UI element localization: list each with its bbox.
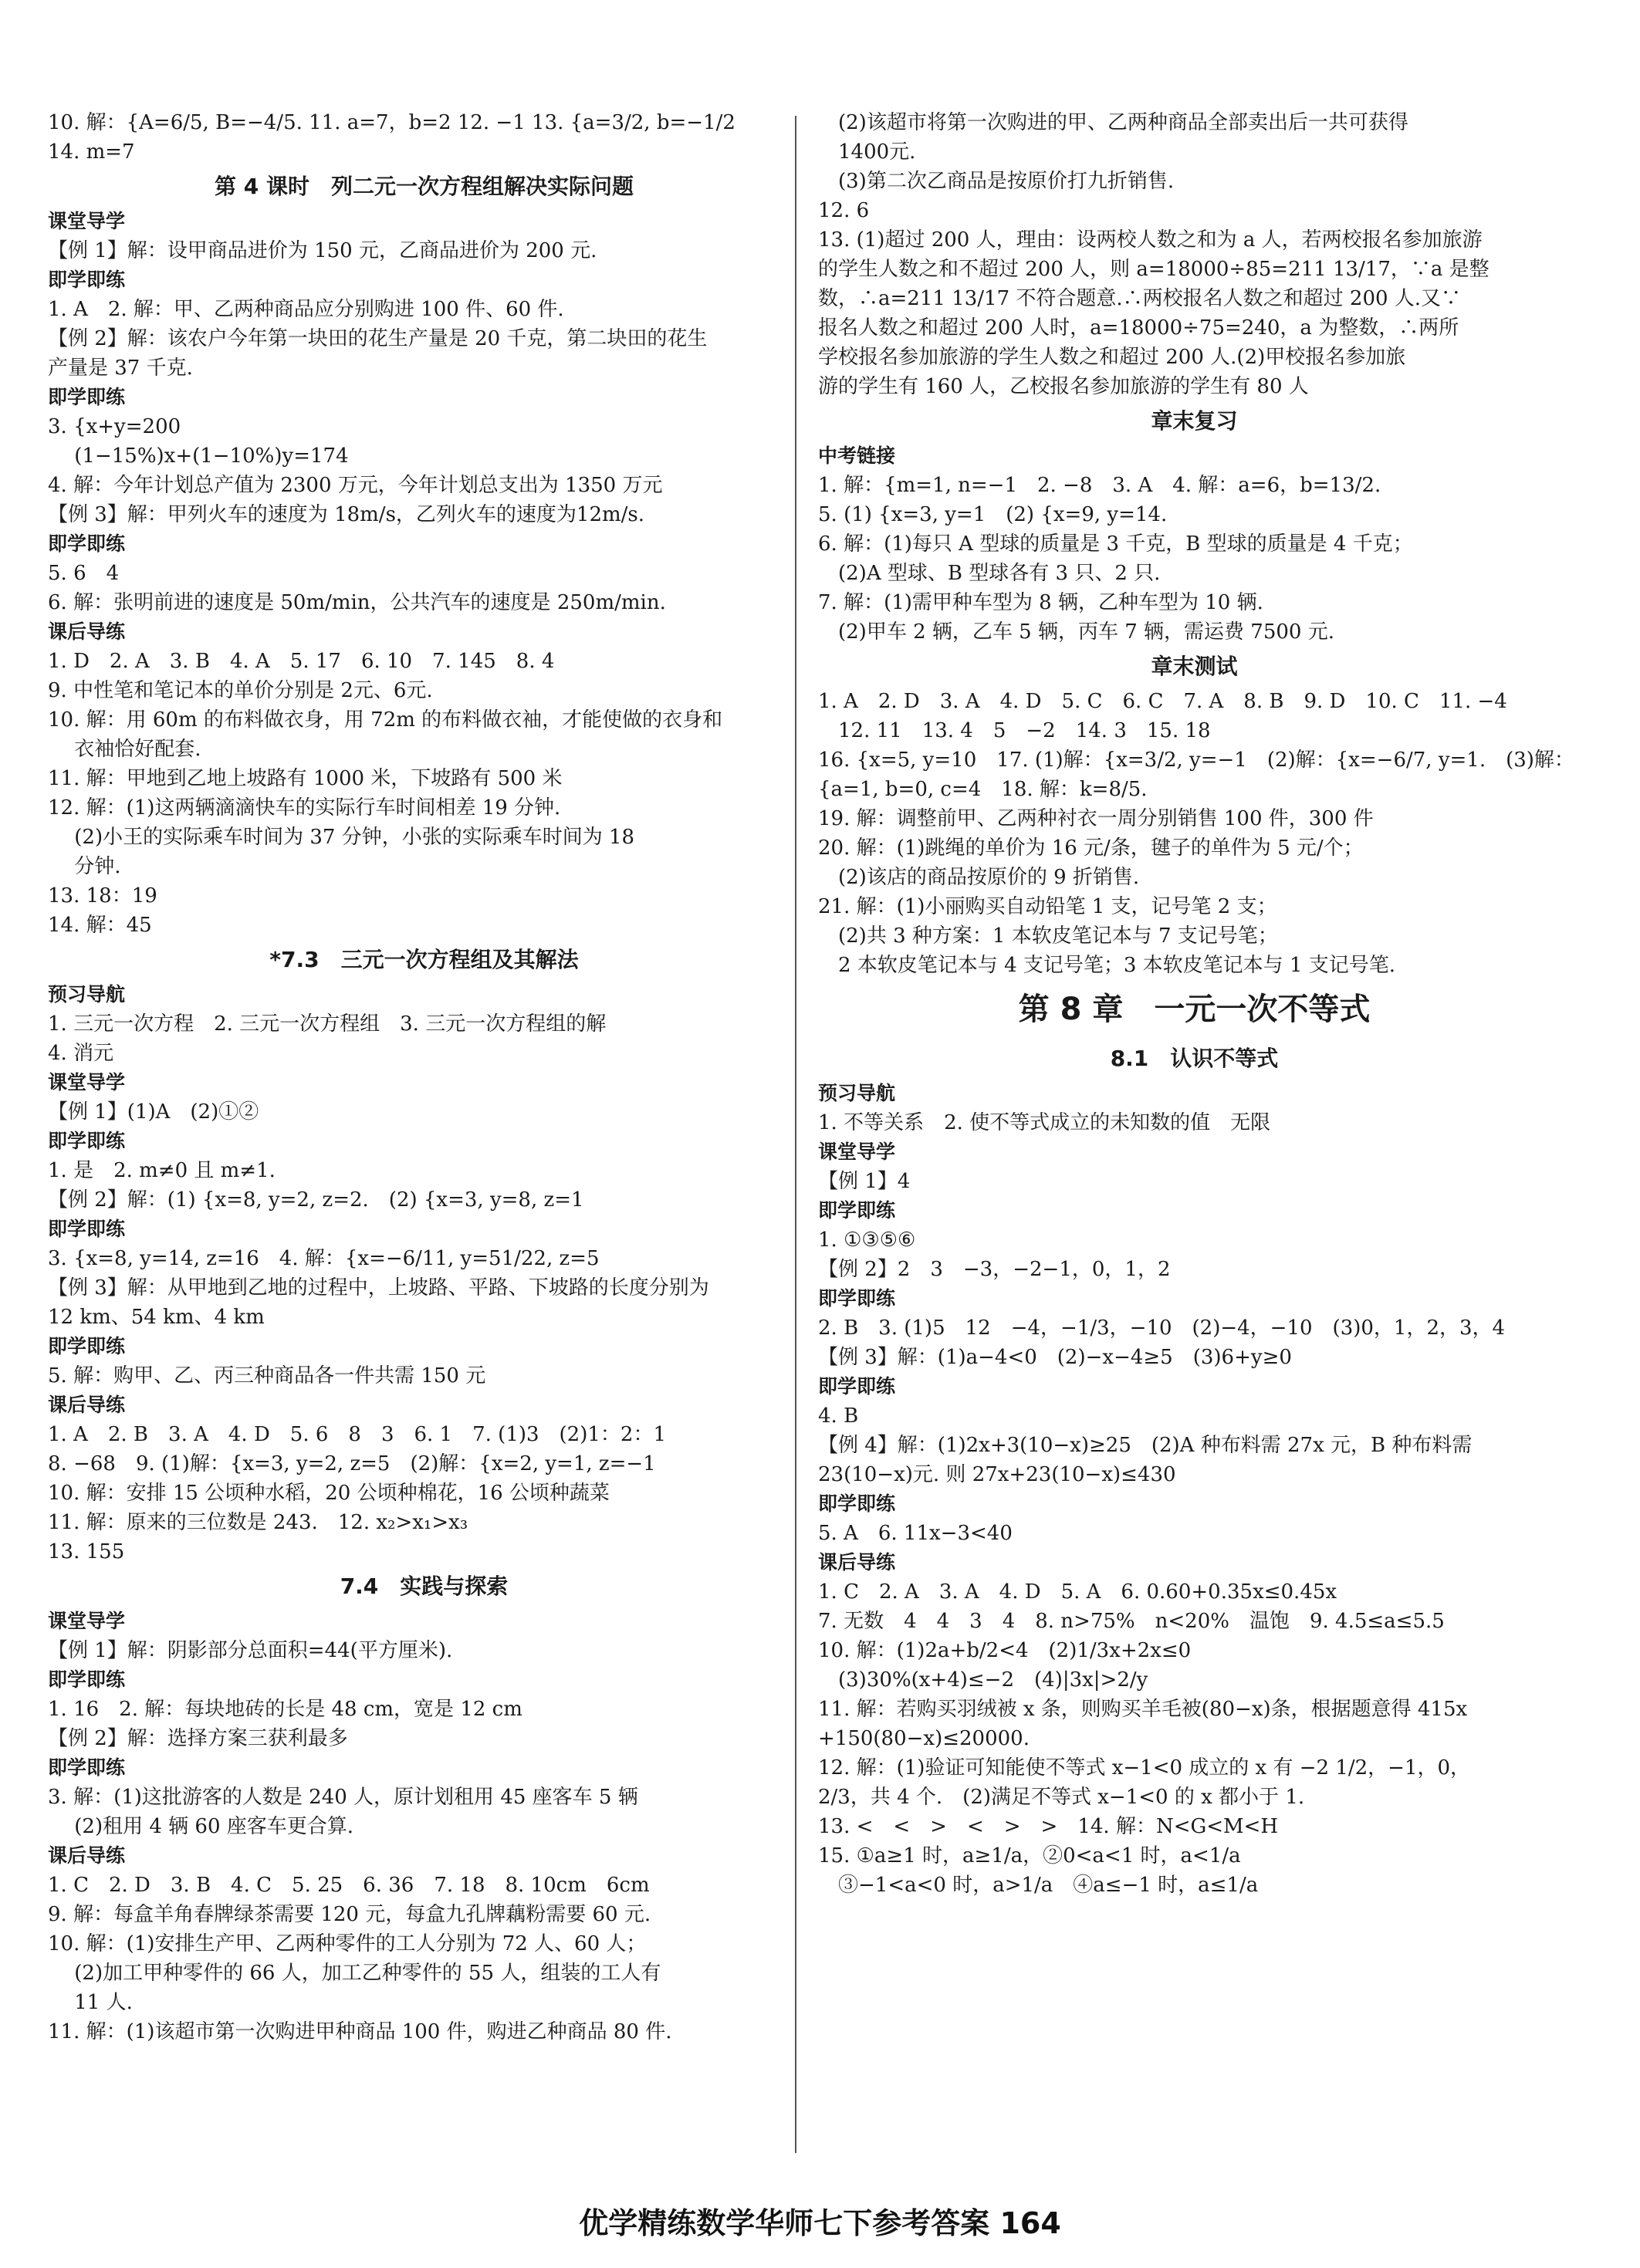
- answer-line: 1. ①③⑤⑥: [818, 1229, 916, 1252]
- section-label: 即学即练: [48, 1130, 126, 1152]
- answer-line: 11. 解：甲地到乙地上坡路有 1000 米，下坡路有 500 米: [48, 767, 563, 790]
- answer-line: 3. {x=8, y=14, z=16 4. 解：{x=−6/11, y=51/22, z=5: [48, 1247, 600, 1270]
- answer-line: 6. 解：(1)每只 A 型球的质量是 3 千克，B 型球的质量是 4 千克；: [818, 532, 1413, 556]
- answer-line: 【例 2】解：该农户今年第一块田的花生产量是 20 千克，第二块田的花生: [48, 327, 708, 350]
- answer-line: (2)共 3 种方案：1 本软皮笔记本与 7 支记号笔；: [818, 924, 1278, 948]
- answer-line: 8. −68 9. (1)解：{x=3, y=2, z=5 (2)解：{x=2, y=1, z=−1: [48, 1452, 656, 1475]
- answer-line: 2. B 3. (1)5 12 −4，−1/3，−10 (2)−4，−10 (3)0，1，2，3，4: [818, 1317, 1506, 1340]
- answer-line: 【例 1】解：阴影部分总面积=44(平方厘米).: [48, 1639, 453, 1662]
- section-title: 8.1 认识不等式: [1110, 1046, 1279, 1071]
- answer-line: 1. 16 2. 解：每块地砖的长是 48 cm，宽是 12 cm: [48, 1698, 522, 1721]
- answer-line: 【例 2】解：(1) {x=8, y=2, z=2. (2) {x=3, y=8, z=1: [48, 1188, 584, 1212]
- answer-line: 产量是 37 千克.: [48, 357, 193, 380]
- section-label: 即学即练: [48, 1668, 126, 1691]
- answer-line: 1. D 2. A 3. B 4. A 5. 17 6. 10 7. 145 8. 4: [48, 650, 555, 673]
- answer-line: (1−15%)x+(1−10%)y=174: [48, 444, 349, 468]
- section-label: 即学即练: [48, 532, 126, 555]
- answer-line: (2)A 型球、B 型球各有 3 只、2 只.: [818, 562, 1161, 585]
- answer-line: 9. 解：每盒羊角春牌绿茶需要 120 元，每盒九孔牌藕粉需要 60 元.: [48, 1903, 651, 1926]
- answer-line: (3)第二次乙商品是按原价打九折销售.: [818, 170, 1175, 193]
- answer-line: 【例 3】解：从甲地到乙地的过程中，上坡路、平路、下坡路的长度分别为: [48, 1276, 709, 1300]
- answer-line: 10. 解：安排 15 公顷种水稻，20 公顷种棉花，16 公顷种蔬菜: [48, 1482, 610, 1505]
- answer-line: {a=1, b=0, c=4 18. 解：k=8/5.: [818, 778, 1148, 801]
- section-title: 7.4 实践与探索: [340, 1573, 509, 1599]
- answer-line: 1. C 2. A 3. A 4. D 5. A 6. 0.60+0.35x≤0.45x: [818, 1580, 1337, 1604]
- answer-line: 【例 1】(1)A (2)①②: [48, 1100, 259, 1124]
- answer-line: 【例 3】解：甲列火车的速度为 18m/s，乙列火车的速度为12m/s.: [48, 503, 645, 526]
- answer-line: 12 km、54 km、4 km: [48, 1306, 265, 1329]
- answer-line: 14. 解：45: [48, 914, 152, 937]
- answer-line: 14. m=7: [48, 140, 135, 164]
- answer-line: 5. A 6. 11x−3<40: [818, 1522, 1013, 1545]
- section-label: 预习导航: [48, 983, 126, 1006]
- answer-line: 6. 解：张明前进的速度是 50m/min，公共汽车的速度是 250m/min.: [48, 591, 666, 614]
- answer-line: 1. 三元一次方程 2. 三元一次方程组 3. 三元一次方程组的解: [48, 1012, 607, 1036]
- answer-line: 1. 解：{m=1, n=−1 2. −8 3. A 4. 解：a=6，b=13/2.: [818, 474, 1381, 497]
- answer-line: 4. 解：今年计划总产值为 2300 万元，今年计划总支出为 1350 万元: [48, 474, 663, 497]
- answer-line: 23(10−x)元. 则 27x+23(10−x)≤430: [818, 1463, 1176, 1486]
- left-column: [48, 108, 800, 2047]
- answer-line: 报名人数之和超过 200 人时，a=18000÷75=240，a 为整数，∴两所: [818, 316, 1459, 340]
- answer-line: 【例 2】解：选择方案三获利最多: [48, 1727, 348, 1750]
- answer-line: 16. {x=5, y=10 17. (1)解：{x=3/2, y=−1 (2)解：{x=−6/7, y=1. (3)解：: [818, 749, 1574, 772]
- answer-line: 数，∴a=211 13/17 不符合题意.∴两校报名人数之和超过 200 人.又∵: [818, 287, 1462, 310]
- section-title: 章末测试: [1151, 654, 1238, 679]
- answer-line: (2)小王的实际乘车时间为 37 分钟，小张的实际乘车时间为 18: [48, 826, 635, 849]
- answer-line: 5. (1) {x=3, y=1 (2) {x=9, y=14.: [818, 503, 1168, 526]
- answer-line: 学校报名参加旅游的学生人数之和超过 200 人.(2)甲校报名参加旅: [818, 346, 1406, 369]
- section-title: 章末复习: [1151, 408, 1238, 434]
- answer-line: 4. 消元: [48, 1042, 114, 1065]
- answer-line: 1. 不等关系 2. 使不等式成立的未知数的值 无限: [818, 1111, 1271, 1134]
- answer-line: 的学生人数之和不超过 200 人，则 a=18000÷85=211 13/17，∵a 是整: [818, 258, 1490, 281]
- answer-line: 1. 是 2. m≠0 且 m≠1.: [48, 1159, 276, 1182]
- answer-line: (2)租用 4 辆 60 座客车更合算.: [48, 1815, 354, 1838]
- answer-line: 1. A 2. D 3. A 4. D 5. C 6. C 7. A 8. B 9. D 10. C 11. −4: [818, 690, 1507, 713]
- section-label: 课后导练: [48, 1844, 126, 1867]
- section-label: 即学即练: [48, 1756, 126, 1779]
- answer-line: 21. 解：(1)小丽购买自动铅笔 1 支，记号笔 2 支；: [818, 895, 1277, 918]
- section-label: 中考链接: [818, 444, 896, 467]
- answer-line: 【例 2】2 3 −3，−2−1，0，1，2: [818, 1258, 1171, 1281]
- answer-line: 1400元.: [818, 140, 916, 164]
- section-title: 第 4 课时 列二元一次方程组解决实际问题: [215, 174, 634, 199]
- answer-line: 分钟.: [48, 855, 121, 878]
- answer-line: 7. 解：(1)需甲种车型为 8 辆，乙种车型为 10 辆.: [818, 591, 1263, 614]
- answer-line: 4. B: [818, 1404, 859, 1428]
- answer-line: 19. 解：调整前甲、乙两种衬衣一周分别销售 100 件，300 件: [818, 807, 1374, 830]
- section-label: 课堂导学: [818, 1141, 896, 1163]
- answer-line: 2/3，共 4 个. (2)满足不等式 x−1<0 的 x 都小于 1.: [818, 1786, 1305, 1809]
- answer-line: 10. 解：(1)2a+b/2<4 (2)1/3x+2x≤0: [818, 1639, 1192, 1662]
- answer-line: 【例 1】解：设甲商品进价为 150 元，乙商品进价为 200 元.: [48, 239, 597, 262]
- chapter-title: 第 8 章 一元一次不等式: [1018, 992, 1371, 1027]
- section-label: 即学即练: [48, 1335, 126, 1357]
- answer-line: 20. 解：(1)跳绳的单价为 16 元/条，毽子的单件为 5 元/个；: [818, 837, 1364, 860]
- section-label: 课后导练: [818, 1551, 896, 1573]
- answer-line: 1. A 2. B 3. A 4. D 5. 6 8 3 6. 1 7. (1)3 (2)1：2：1: [48, 1423, 666, 1446]
- section-label: 即学即练: [48, 269, 126, 291]
- answer-line: 13. 18：19: [48, 884, 157, 908]
- answer-line: 11 人.: [48, 1991, 133, 2014]
- answer-line: ③−1<a<0 时，a>1/a ④a≤−1 时，a≤1/a: [818, 1874, 1259, 1897]
- column-divider: [795, 116, 796, 2153]
- answer-line: 11. 解：若购买羽绒被 x 条，则购买羊毛被(80−x)条，根据题意得 415x: [818, 1698, 1468, 1721]
- answer-line: 9. 中性笔和笔记本的单价分别是 2元、6元.: [48, 679, 433, 702]
- answer-line: (2)加工甲种零件的 66 人，加工乙种零件的 55 人，组装的工人有: [48, 1962, 661, 1985]
- answer-line: 11. 解：(1)该超市第一次购进甲种商品 100 件，购进乙种商品 80 件.: [48, 2020, 672, 2043]
- answer-line: 11. 解：原来的三位数是 243. 12. x₂>x₁>x₃: [48, 1511, 468, 1534]
- section-label: 即学即练: [818, 1199, 896, 1222]
- answer-line: 2 本软皮笔记本与 4 支记号笔；3 本软皮笔记本与 1 支记号笔.: [818, 954, 1396, 977]
- answer-line: 12. 解：(1)验证可知能使不等式 x−1<0 成立的 x 有 −2 1/2，−1，0，: [818, 1756, 1471, 1780]
- answer-line: 5. 解：购甲、乙、丙三种商品各一件共需 150 元: [48, 1364, 486, 1388]
- section-label: 预习导航: [818, 1082, 896, 1104]
- answer-line: 衣袖恰好配套.: [48, 738, 201, 761]
- answer-line: 10. 解：(1)安排生产甲、乙两种零件的工人分别为 72 人、60 人；: [48, 1932, 647, 1955]
- answer-line: (2)该店的商品按原价的 9 折销售.: [818, 866, 1140, 889]
- answer-line: 10. 解：用 60m 的布料做衣身，用 72m 的布料做衣袖，才能使做的衣身和: [48, 708, 723, 732]
- section-label: 课后导练: [48, 620, 126, 643]
- answer-line: (3)30%(x+4)≤−2 (4)|3x|>2/y: [818, 1668, 1148, 1692]
- answer-line: 游的学生有 160 人，乙校报名参加旅游的学生有 80 人: [818, 375, 1309, 398]
- section-label: 课堂导学: [48, 210, 126, 232]
- answer-line: 【例 1】4: [818, 1170, 911, 1193]
- answer-line: 15. ①a≥1 时，a≥1/a，②0<a<1 时，a<1/a: [818, 1844, 1241, 1867]
- answer-line: 12. 6: [818, 199, 870, 222]
- answer-line: (2)甲车 2 辆，乙车 5 辆，丙车 7 辆，需运费 7500 元.: [818, 620, 1335, 644]
- answer-line: 12. 解：(1)这两辆滴滴快车的实际行车时间相差 19 分钟.: [48, 796, 561, 820]
- section-label: 即学即练: [818, 1492, 896, 1515]
- section-label: 即学即练: [818, 1287, 896, 1310]
- answer-line: +150(80−x)≤20000.: [818, 1727, 1030, 1750]
- answer-line: 5. 6 4: [48, 562, 120, 585]
- section-label: 即学即练: [48, 1218, 126, 1240]
- answer-line: 1. C 2. D 3. B 4. C 5. 25 6. 36 7. 18 8. 10cm 6cm: [48, 1874, 650, 1897]
- answer-line: 1. A 2. 解：甲、乙两种商品应分别购进 100 件、60 件.: [48, 298, 564, 321]
- answer-line: 13. < < > < > > 14. 解：N<G<M<H: [818, 1815, 1279, 1838]
- right-column: [818, 108, 1574, 1900]
- section-label: 即学即练: [48, 386, 126, 408]
- answer-line: 13. 155: [48, 1540, 125, 1563]
- answer-line: 10. 解：{A=6/5, B=−4/5. 11. a=7，b=2 12. −1 13. {a=3/2, b=−1/2: [48, 111, 735, 134]
- answer-line: 3. 解：(1)这批游客的人数是 240 人，原计划租用 45 座客车 5 辆: [48, 1786, 638, 1809]
- page-footer: 优学精练数学华师七下参考答案 164: [579, 2206, 1061, 2240]
- answer-line: 【例 4】解：(1)2x+3(10−x)≥25 (2)A 种布料需 27x 元，B 种布料需: [818, 1434, 1473, 1457]
- section-label: 课后导练: [48, 1394, 126, 1416]
- section-label: 课堂导学: [48, 1071, 126, 1093]
- section-label: 课堂导学: [48, 1610, 126, 1632]
- answer-line: (2)该超市将第一次购进的甲、乙两种商品全部卖出后一共可获得: [818, 111, 1408, 134]
- answer-line: 【例 3】解：(1)a−4<0 (2)−x−4≥5 (3)6+y≥0: [818, 1346, 1292, 1369]
- section-title: *7.3 三元一次方程组及其解法: [269, 947, 579, 972]
- answer-line: 7. 无数 4 4 3 4 8. n>75% n<20% 温饱 9. 4.5≤a≤5.5: [818, 1610, 1445, 1633]
- answer-line: 13. (1)超过 200 人，理由：设两校人数之和为 a 人，若两校报名参加旅游: [818, 228, 1483, 252]
- answer-line: 3. {x+y=200: [48, 415, 181, 438]
- answer-line: 12. 11 13. 4 5 −2 14. 3 15. 18: [818, 719, 1211, 742]
- section-label: 即学即练: [818, 1375, 896, 1398]
